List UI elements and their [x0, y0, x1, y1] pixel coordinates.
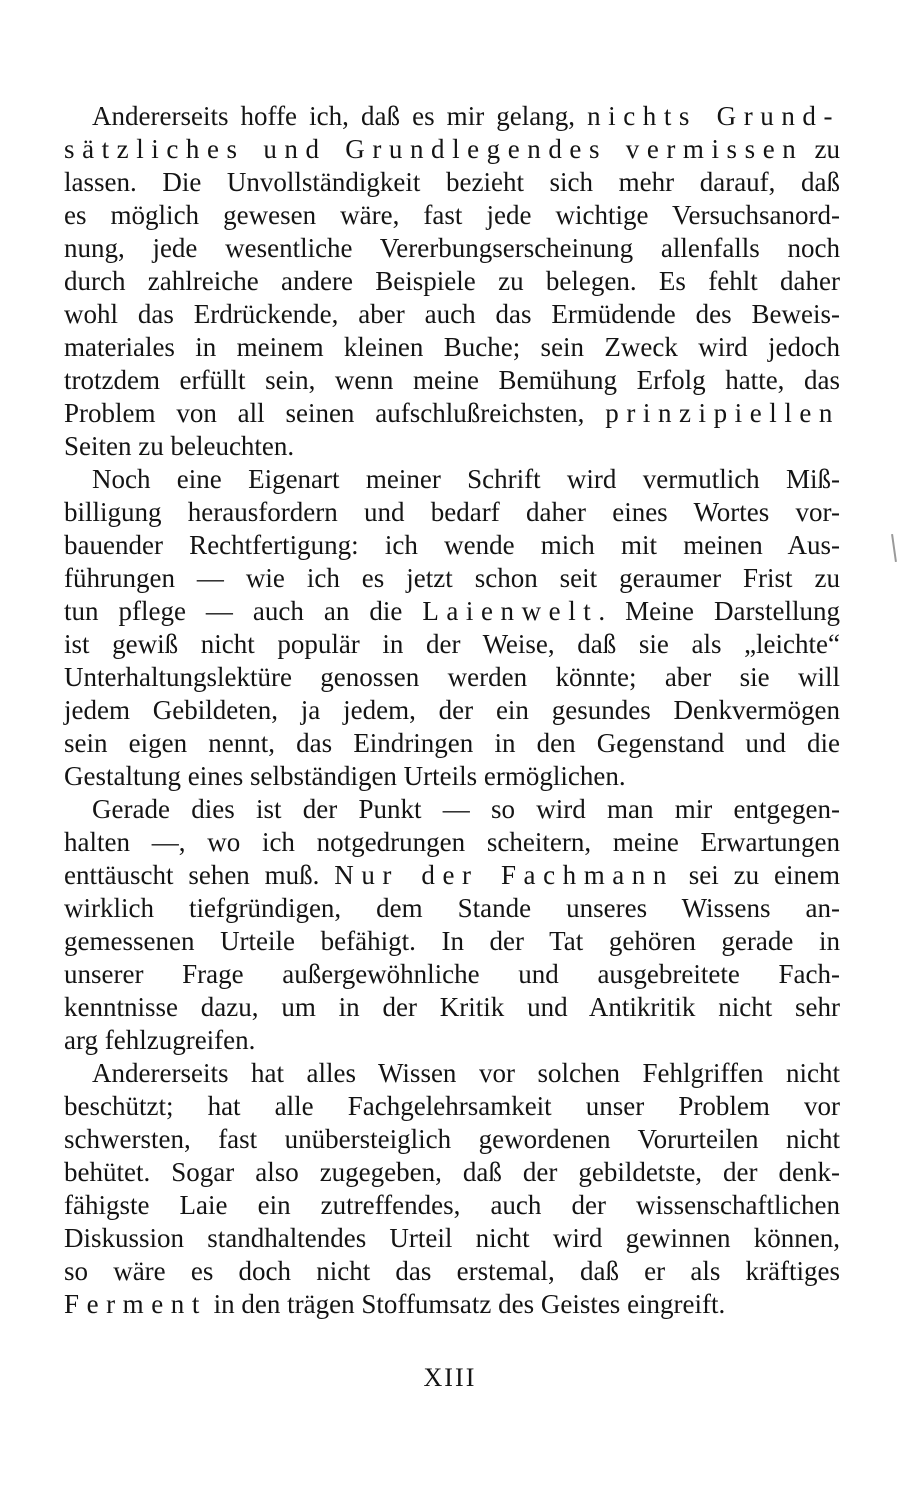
text-line	[64, 694, 840, 727]
text-run: Diskussion standhaltendes Urteil nicht wird gewinnen können,	[64, 1223, 840, 1253]
text-run: in den trägen Stoffumsatz des Geistes eingreift.	[206, 1289, 726, 1319]
text-run: wohl das Erdrückende, aber auch das Ermüdende des Beweis-	[64, 299, 840, 329]
text-line	[64, 826, 840, 859]
text-run: gemessenen Urteile befähigt. In der Tat gehören gerade in	[64, 926, 840, 956]
text-run: Problem von all seinen aufschlußreichsten,	[64, 398, 606, 428]
text-line	[64, 1189, 840, 1222]
text-line	[64, 925, 840, 958]
text-run: sei zu einem	[673, 860, 840, 890]
text-run: Gestaltung eines selbständigen Urteils ermöglichen.	[64, 761, 626, 791]
paragraph	[64, 793, 840, 1057]
paragraph	[64, 1057, 840, 1321]
text-line	[64, 1057, 840, 1090]
text-run: lassen. Die Unvollständigkeit bezieht sich mehr darauf, daß	[64, 167, 840, 197]
text-line	[64, 463, 840, 496]
text-line	[64, 661, 840, 694]
text-line	[64, 397, 840, 430]
text-line	[64, 166, 840, 199]
text-run: halten —, wo ich notgedrungen scheitern, meine Erwartungen	[64, 827, 840, 857]
text-run: Seiten zu beleuchten.	[64, 431, 295, 461]
text-run: materiales in meinem kleinen Buche; sein Zweck wird jedoch	[64, 332, 840, 362]
text-line	[64, 265, 840, 298]
text-line	[64, 793, 840, 826]
emphasized-spaced-text: Nur der Fachmann	[334, 860, 674, 890]
text-line	[64, 298, 840, 331]
text-run: beschützt; hat alle Fachgelehrsamkeit unser Problem vor	[64, 1091, 840, 1121]
text-line	[64, 958, 840, 991]
text-run: wirklich tiefgründigen, dem Stande unseres Wissens an-	[64, 893, 840, 923]
page-number: XIII	[423, 1363, 477, 1392]
text-run: führungen — wie ich es jetzt schon seit geraumer Frist zu	[64, 563, 840, 593]
text-run: arg fehlzugreifen.	[64, 1025, 256, 1055]
text-line	[64, 562, 840, 595]
text-run: durch zahlreiche andere Beispiele zu belegen. Es fehlt daher	[64, 266, 840, 296]
text-run: so wäre es doch nicht das erstemal, daß er als kräftiges	[64, 1256, 840, 1286]
text-run: es möglich gewesen wäre, fast jede wichtige Versuchsanord-	[64, 200, 840, 230]
text-run: Gerade dies ist der Punkt — so wird man mir entgegen-	[92, 794, 840, 824]
text-run: Noch eine Eigenart meiner Schrift wird vermutlich Miß-	[92, 464, 840, 494]
text-line	[64, 1288, 840, 1321]
text-line	[64, 430, 840, 463]
text-line	[64, 364, 840, 397]
text-line	[64, 727, 840, 760]
text-run: tun pflege — auch an die	[64, 596, 423, 626]
text-run: behütet. Sogar also zugegeben, daß der gebildetste, der denk-	[64, 1157, 840, 1187]
paragraph	[64, 100, 840, 463]
text-line	[64, 331, 840, 364]
text-line	[64, 496, 840, 529]
text-run: . Meine Darstellung	[598, 596, 840, 626]
text-line	[64, 1024, 840, 1057]
text-run: bauender Rechtfertigung: ich wende mich mit meinen Aus-	[64, 530, 840, 560]
emphasized-spaced-text: Ferment	[64, 1289, 207, 1319]
text-run: Andererseits hat alles Wissen vor solchen Fehlgriffen nicht	[92, 1058, 840, 1088]
text-run: ist gewiß nicht populär in der Weise, daß sie als „leichte“	[64, 629, 840, 659]
margin-pencil-mark	[891, 534, 897, 562]
text-line	[64, 595, 840, 628]
text-run: billigung herausfordern und bedarf daher eines Wortes vor-	[64, 497, 840, 527]
emphasized-spaced-text: Laienwelt	[422, 596, 599, 626]
text-run: Andererseits hoffe ich, daß es mir gelang,	[92, 101, 588, 131]
emphasized-spaced-text: nichts Grund-	[587, 101, 840, 131]
text-line	[64, 199, 840, 232]
emphasized-spaced-text: sätzliches und Grundlegendes vermissen	[64, 134, 804, 164]
text-run: enttäuscht sehen muß.	[64, 860, 335, 890]
text-line	[64, 1222, 840, 1255]
text-line	[64, 892, 840, 925]
text-run: trotzdem erfüllt sein, wenn meine Bemühung Erfolg hatte, das	[64, 365, 840, 395]
text-line	[64, 1255, 840, 1288]
body-text	[64, 100, 840, 1321]
text-line	[64, 1123, 840, 1156]
text-line	[64, 760, 840, 793]
paragraph	[64, 463, 840, 793]
text-line	[64, 991, 840, 1024]
text-run: jedem Gebildeten, ja jedem, der ein gesundes Denkvermögen	[64, 695, 840, 725]
text-run: sein eigen nennt, das Eindringen in den Gegenstand und die	[64, 728, 840, 758]
text-run: kenntnisse dazu, um in der Kritik und Antikritik nicht sehr	[64, 992, 840, 1022]
text-line	[64, 859, 840, 892]
emphasized-spaced-text: prinzipiellen	[605, 398, 840, 428]
text-run: fähigste Laie ein zutreffendes, auch der wissenschaftlichen	[64, 1190, 840, 1220]
text-line	[64, 628, 840, 661]
text-line	[64, 1090, 840, 1123]
text-line	[64, 133, 840, 166]
text-run: nung, jede wesentliche Vererbungserscheinung allenfalls noch	[64, 233, 840, 263]
text-line	[64, 1156, 840, 1189]
text-run: schwersten, fast unübersteiglich gewordenen Vorurteilen nicht	[64, 1124, 840, 1154]
text-run: Unterhaltungslektüre genossen werden könnte; aber sie will	[64, 662, 840, 692]
text-line	[64, 100, 840, 133]
text-line	[64, 529, 840, 562]
text-line	[64, 232, 840, 265]
text-run: unserer Frage außergewöhnliche und ausgebreitete Fach-	[64, 959, 840, 989]
text-run: zu	[803, 134, 840, 164]
